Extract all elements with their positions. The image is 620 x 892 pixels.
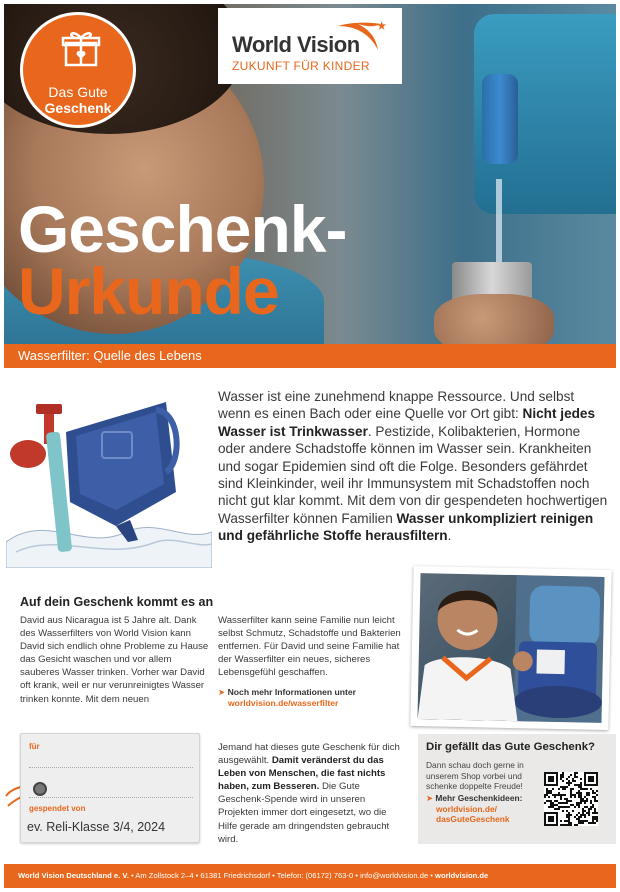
intro-text-2: . Pestizide, Kolibakterien, Hormone oder andere Schadstoffe können im Wasser sein. Krankheiten und sogar Epidemien sind oft die Folge. Besonders gefährdet sind Kleinkinder, weil ihr Immunsystem mit Schadstoffen noch nicht gut klar kommt. Mit dem von dir gespendeten hochwertigen Wasserfilter können Familien [218, 423, 608, 526]
subtitle-bar [4, 344, 616, 368]
donor-field[interactable]: ev. Reli-Klasse 3/4, 2024 [27, 820, 166, 834]
promo-text: Dann schau doch gerne in unserem Shop vorbei und schenke doppelte Freude! [426, 760, 524, 792]
more-info-label: Noch mehr Informationen unter [227, 687, 357, 697]
gift-paragraph [218, 741, 408, 846]
water-tap [482, 74, 518, 164]
footer-bar [4, 864, 616, 888]
qr-code-icon[interactable] [544, 772, 598, 826]
promo-link-2[interactable]: dasGuteGeschenk [436, 814, 510, 825]
arrow-circle-icon: ➤ [426, 793, 434, 803]
footer-address: • Am Zollstock 2–4 • 61381 Friedrichsdorf • Telefon: (06172) 763-0 • info@worldvision.de • [128, 871, 436, 880]
gift-text-1: Jemand hat dieses gute Geschenk für dich ausgewählt. [218, 742, 400, 767]
story-column-2: Wasserfilter kann seine Familie nun leicht selbst Schmutz, Schadstoffe und Bakterien entfernen. Für David und seine Familie hat der Wasserfilter ein neues, sicheres Lebensgefühl geschaffen. [218, 615, 401, 679]
footer-org: World Vision Deutschland e. V. [18, 871, 129, 880]
badge-line-2: Geschenk [44, 100, 112, 116]
more-info [218, 687, 408, 709]
boy-photo [410, 566, 611, 730]
world-vision-logo [218, 8, 402, 84]
recipient-line[interactable] [29, 767, 193, 768]
footer-website[interactable]: worldvision.de [435, 871, 489, 880]
title-line-2: Urkunde [18, 254, 279, 328]
gift-badge [20, 12, 136, 128]
title-line-1: Geschenk- [18, 192, 347, 266]
arrow-circle-icon: ➤ [218, 687, 226, 697]
footer-text [18, 871, 488, 880]
story-column-1: David aus Nicaragua ist 5 Jahre alt. Dank des Wasserfilters von World Vision kann David sich endlich ohne Probleme zu Hause das Gesicht waschen und vor allem sauberes Wasser trinken. Vorher war David oft krank, weil er nur verunreinigtes Wasser trinken konnte. Mit dem neuen [20, 615, 209, 705]
gift-bold: Damit veränderst du das Leben von Menschen, die fast nichts haben, zum Besseren. [218, 755, 386, 793]
water-stream [496, 179, 502, 269]
promo-heading: Dir gefällt das Gute Geschenk? [426, 741, 596, 753]
badge-line-1: Das Gute [48, 84, 108, 100]
logo-swoosh-icon [336, 20, 392, 52]
boy-photo-drawing [417, 573, 604, 723]
intro-text-1: Wasser ist eine zunehmend knappe Ressource. Und selbst wenn es einen Bach oder eine Quelle vor Ort gibt: [218, 389, 575, 422]
promo-more [426, 793, 550, 825]
intro-bold-1: Nicht jedes Wasser ist Trinkwasser [218, 406, 596, 439]
intro-paragraph [218, 388, 608, 545]
water-filter-illustration [6, 392, 212, 568]
tag-hole [33, 782, 47, 796]
intro-bold-2: Wasser unkompliziert reinigen und gefährliche Stoffe herausfiltern [218, 510, 594, 544]
logo-tagline: ZUKUNFT FÜR KINDER [232, 59, 370, 73]
from-label: gespendet von [29, 804, 86, 813]
boy-photo-image [417, 573, 604, 723]
gift-text-2: Die Gute Geschenk-Spende wird in unseren Projekten immer dort eingesetzt, wo die Hilfe gerade am dringendsten gebraucht wird. [218, 781, 390, 845]
logo-brand: World Vision [232, 32, 360, 57]
child-hand [434, 294, 554, 344]
promo-more-label: Mehr Geschenkideen: [435, 793, 523, 803]
for-label: für [29, 742, 40, 751]
gift-icon [61, 29, 101, 67]
story-heading: Auf dein Geschenk kommt es an [20, 595, 214, 609]
more-info-link[interactable]: worldvision.de/wasserfilter [228, 698, 339, 708]
gift-tag [20, 733, 200, 843]
separator-line [29, 797, 193, 798]
subtitle: Wasserfilter: Quelle des Lebens [18, 348, 202, 363]
intro-text-3: . [447, 528, 452, 544]
promo-link-1[interactable]: worldvision.de/ [436, 803, 497, 814]
